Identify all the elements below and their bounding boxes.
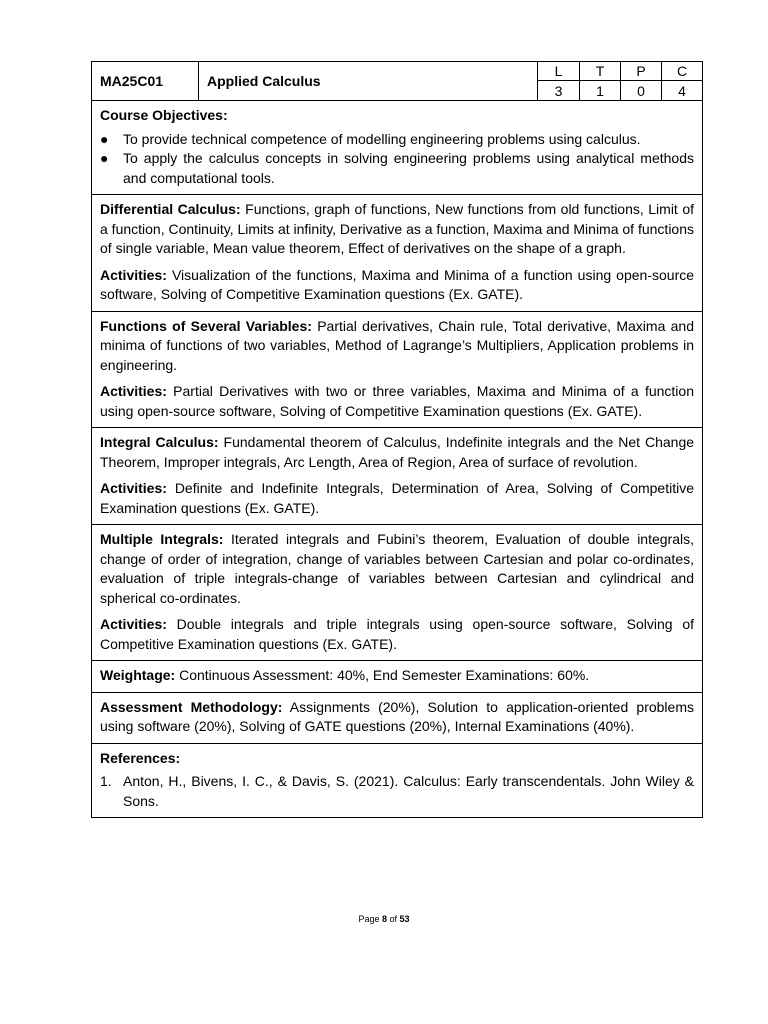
ltpc-label-c: C <box>661 62 702 81</box>
references-section <box>91 744 703 819</box>
ltpc-label-l: L <box>538 62 579 81</box>
ltpc-value-c: 4 <box>661 81 702 100</box>
ltpc-value-l: 3 <box>554 82 563 99</box>
unit-integral-calculus <box>91 428 703 525</box>
unit-several-variables <box>91 312 703 429</box>
ltpc-label-p: P <box>620 62 661 81</box>
ltpc-value-t: 1 <box>579 81 620 100</box>
objective-text: To apply the calculus concepts in solving engineering problems using analytical methods and computational tools. <box>123 150 694 186</box>
course-table <box>91 61 703 818</box>
unit-title: Functions of Several Variables: <box>100 317 312 334</box>
activities-label: Activities: <box>100 616 167 632</box>
objectives-list <box>100 130 694 189</box>
ltpc-grid <box>538 62 702 100</box>
unit-title: Differential Calculus: <box>100 201 241 217</box>
course-header-row <box>91 61 703 101</box>
footer-page-word: Page <box>358 914 380 924</box>
references-list <box>100 772 694 811</box>
ltpc-value-p: 0 <box>620 81 661 100</box>
assessment-section <box>91 693 703 744</box>
activities-text: Partial Derivatives with two or three variables, Maxima and Minima of a function using open-source software, Solving of Competitive Examination questions (Ex. GATE). <box>100 383 694 419</box>
reference-number: 1. <box>100 773 112 789</box>
unit-differential-calculus <box>91 195 703 312</box>
unit-content: Fundamental theorem of Calculus, Indefinite integrals and the Net Change Theorem, Improper integrals, Arc Length, Area of Region, Area of surface of revolution. <box>100 434 695 470</box>
activities-text: Definite and Indefinite Integrals, Determination of Area, Solving of Competitive Examination questions (Ex. GATE). <box>100 480 694 516</box>
references-heading: References: <box>100 749 181 766</box>
activities-label: Activities: <box>100 480 167 496</box>
footer-page-number: 8 <box>381 914 387 924</box>
reference-text: Anton, H., Bivens, I. C., & Davis, S. (2021). Calculus: Early transcendentals. John Wiley & Sons. <box>123 773 694 809</box>
activities-label: Activities: <box>100 266 167 283</box>
objective-text: To provide technical competence of modelling engineering problems using calculus. <box>123 130 641 147</box>
activities-label: Activities: <box>100 383 167 399</box>
objectives-section <box>91 101 703 195</box>
unit-title: Multiple Integrals: <box>100 531 224 547</box>
footer-of-word: of <box>389 914 398 924</box>
weightage-section <box>91 661 703 693</box>
unit-title: Integral Calculus: <box>100 434 219 450</box>
footer-total-pages: 53 <box>399 914 410 924</box>
objectives-heading: Course Objectives: <box>100 107 228 123</box>
assessment-label: Assessment Methodology: <box>100 698 283 715</box>
ltpc-label-t: T <box>579 62 620 81</box>
activities-text: Visualization of the functions, Maxima and Minima of a function using open-source software, Solving of Competitive Examination questions (Ex. GATE). <box>100 266 695 302</box>
unit-multiple-integrals <box>91 525 703 661</box>
course-code: MA25C01 <box>92 62 199 100</box>
weightage-label: Weightage: <box>100 667 176 683</box>
list-item <box>100 130 694 150</box>
list-item <box>100 149 694 188</box>
page-footer <box>0 914 768 924</box>
course-title: Applied Calculus <box>199 62 538 100</box>
weightage-text: Continuous Assessment: 40%, End Semester Examinations: 60%. <box>179 667 590 683</box>
unit-content: Partial derivatives, Chain rule, Total derivative, Maxima and minima of functions of two variables, Method of Lagrange’s Multipliers, Application problems in engineering. <box>100 317 694 373</box>
assessment-text: Assignments (20%), Solution to application-oriented problems using software (20%), Solving of GATE questions (20%), Internal Examinations (40%). <box>100 698 694 734</box>
bullet-icon: ● <box>100 130 109 147</box>
list-item <box>100 772 694 811</box>
activities-text: Double integrals and triple integrals using open-source software, Solving of Competitive Examination questions (Ex. GATE). <box>100 616 694 652</box>
unit-content: Functions, graph of functions, New functions from old functions, Limit of a function, Continuity, Limits at infinity, Derivative as a function, Maxima and Minima of functions of single variable, Mean value theorem, Effect of derivatives on the shape of a graph. <box>100 201 694 256</box>
bullet-icon: ● <box>100 150 109 166</box>
unit-content: Iterated integrals and Fubini’s theorem, Evaluation of double integrals, change of order of integration, change of variables between Cartesian and polar co-ordinates, evaluation of triple integrals-change of variables between Cartesian and cylindrical and spherical co-ordinates. <box>100 531 694 606</box>
